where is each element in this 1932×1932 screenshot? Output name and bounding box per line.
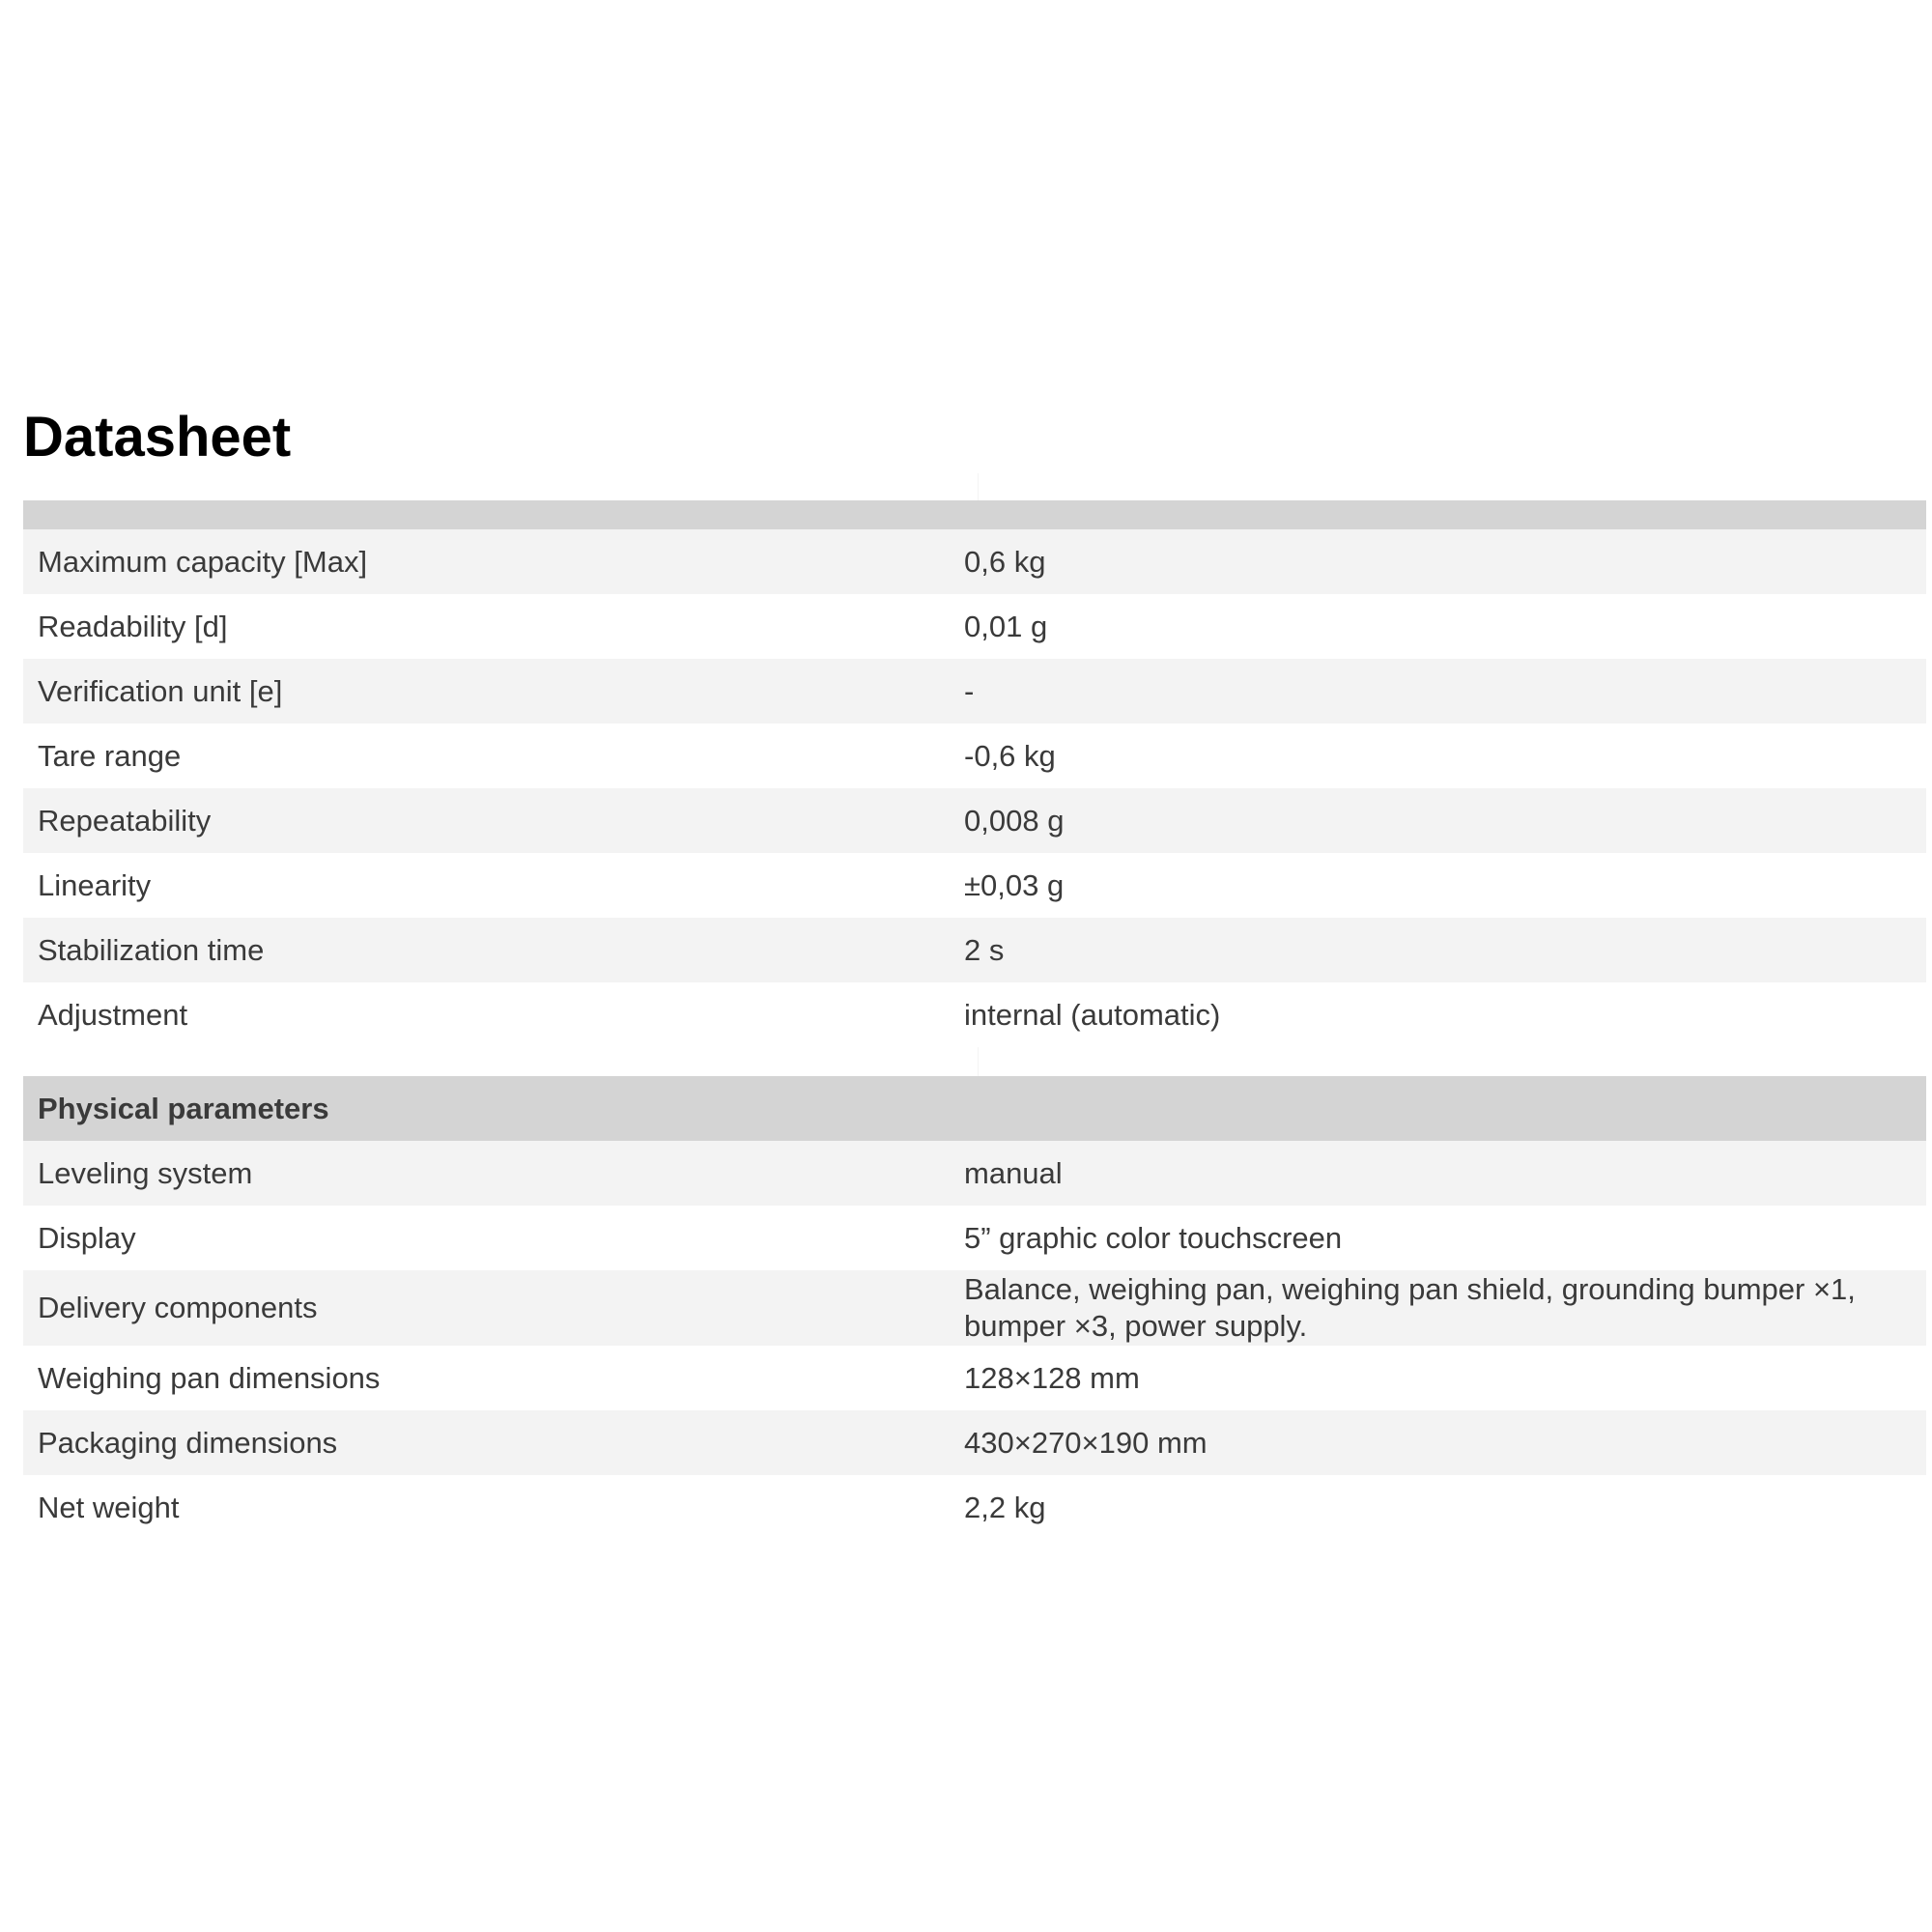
table-row xyxy=(23,529,1926,594)
row-label: Tare range xyxy=(38,738,182,773)
row-value: 0,01 g xyxy=(964,609,1048,643)
section-gap xyxy=(23,1047,1926,1076)
row-label: Maximum capacity [Max] xyxy=(38,544,368,579)
row-label: Adjustment xyxy=(38,997,188,1032)
row-label: Verification unit [e] xyxy=(38,673,283,708)
row-value: 430×270×190 mm xyxy=(964,1425,1208,1460)
row-value: 2 s xyxy=(964,932,1005,967)
row-label: Packaging dimensions xyxy=(38,1425,338,1460)
row-value: 5” graphic color touchscreen xyxy=(964,1220,1343,1255)
table-row xyxy=(23,594,1926,659)
table-row xyxy=(23,918,1926,982)
table-row xyxy=(23,982,1926,1047)
row-label: Net weight xyxy=(38,1490,180,1524)
row-value: -0,6 kg xyxy=(964,738,1056,773)
row-value: 2,2 kg xyxy=(964,1490,1046,1524)
row-label: Leveling system xyxy=(38,1155,253,1190)
row-label: Stabilization time xyxy=(38,932,265,967)
table-row xyxy=(23,1475,1926,1540)
page-title: Datasheet xyxy=(23,406,292,469)
table-header-bar xyxy=(23,500,1926,529)
table-row xyxy=(23,659,1926,724)
table-row xyxy=(23,1346,1926,1410)
row-label: Delivery components xyxy=(38,1291,318,1324)
row-label: Repeatability xyxy=(38,803,212,838)
datasheet-table xyxy=(23,500,1926,1540)
row-value: Balance, weighing pan, weighing pan shield, grounding bumper ×1, bumper ×3, power supply. xyxy=(964,1272,1856,1343)
table-row xyxy=(23,724,1926,788)
table-row xyxy=(23,1141,1926,1206)
row-label: Readability [d] xyxy=(38,609,228,643)
column-divider xyxy=(978,1047,979,1076)
row-label: Display xyxy=(38,1220,136,1255)
table-row xyxy=(23,1270,1926,1346)
row-value: 0,008 g xyxy=(964,803,1065,838)
table-row xyxy=(23,1206,1926,1270)
row-value: ±0,03 g xyxy=(964,867,1065,902)
table-row xyxy=(23,788,1926,853)
column-divider xyxy=(978,473,979,500)
table-row xyxy=(23,853,1926,918)
row-value: 128×128 mm xyxy=(964,1360,1140,1395)
table-row xyxy=(23,1410,1926,1475)
row-value: internal (automatic) xyxy=(964,997,1221,1032)
row-value: - xyxy=(964,673,975,708)
row-value: manual xyxy=(964,1155,1063,1190)
row-label: Linearity xyxy=(38,867,152,902)
row-label: Weighing pan dimensions xyxy=(38,1360,381,1395)
section-heading: Physical parameters xyxy=(23,1076,1926,1141)
row-value: 0,6 kg xyxy=(964,544,1046,579)
